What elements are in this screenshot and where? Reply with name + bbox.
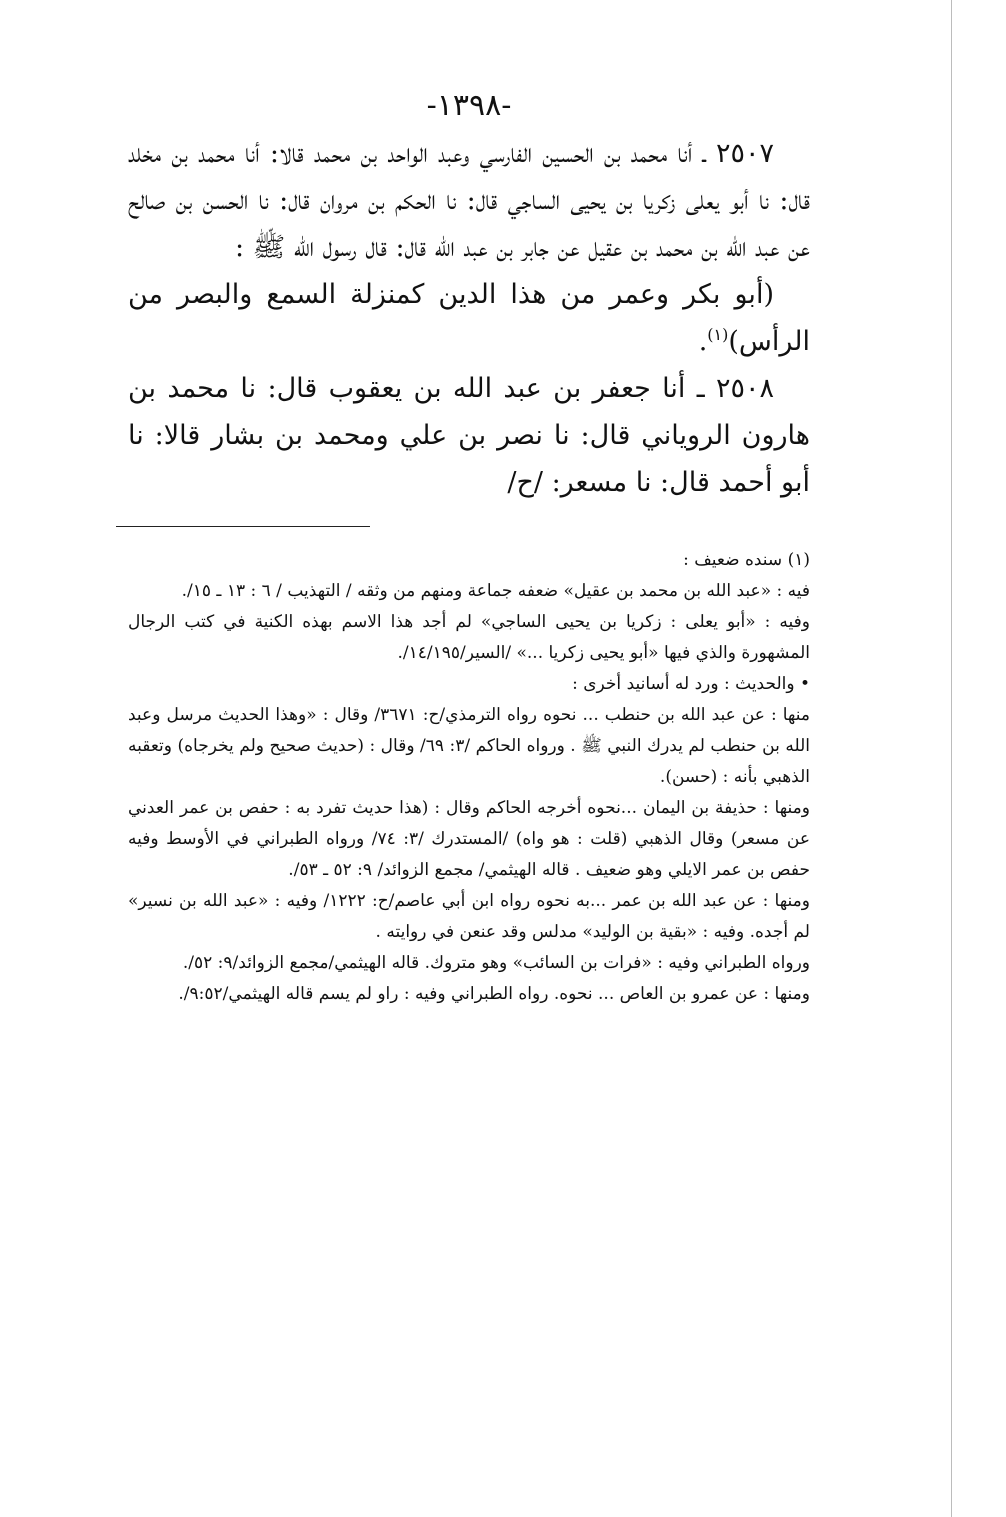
document-page xyxy=(128,88,810,1010)
scan-edge-line xyxy=(951,0,952,1517)
footnote-entry: ومنها : عن عمرو بن العاص ... نحوه. رواه الطبراني وفيه : راو لم يسم قاله الهيثمي/٩:٥٢/. xyxy=(178,984,810,1004)
footnote-entry: ومنها : حذيفة بن اليمان ...نحوه أخرجه الحاكم وقال : (هذا حديث تفرد به : حفص بن عمر العدني عن مسعر) وقال الذهبي (قلت : هو واه) /المستدرك /٣: ٧٤/ ورواه الطبراني في الأوسط وفيه حفص بن عمر الايلي وهو ضعيف . قاله الهيثمي/ مجمع الزوائد/ ٩: ٥٢ ـ ٥٣/. xyxy=(128,798,810,880)
quote-text: (أبو بكر وعمر من هذا الدين كمنزلة السمع والبصر من الرأس) xyxy=(128,279,810,357)
footnote-entry: فيه : «عبد الله بن محمد بن عقيل» ضعفه جماعة ومنهم من وثقه / التهذيب / ٦ : ١٣ ـ ١٥/. xyxy=(181,581,810,601)
footnote-entry: منها : عن عبد الله بن حنطب ... نحوه رواه الترمذي/ح: ٣٦٧١/ وقال : «وهذا الحديث مرسل وعبد الله بن حنطب لم يدرك النبي ﷺ . ورواه الحاكم /٣: ٦٩/ وقال : (حديث صحيح ولم يخرجاه) وتعقبه الذهبي بأنه : (حسن). xyxy=(128,705,810,787)
footnote-entry: ورواه الطبراني وفيه : «فرات بن السائب» وهو متروك. قاله الهيثمي/مجمع الزوائد/٩: ٥٢/. xyxy=(182,953,810,973)
quote-end: . xyxy=(698,326,708,357)
hadith-quote xyxy=(128,271,810,365)
footnote-entry: ومنها : عن عبد الله بن عمر ...به نحوه رواه ابن أبي عاصم/ح: ١٢٢٢/ وفيه : «عبد الله بن نسير» لم أجده. وفيه : «بقية بن الوليد» مدلس وقد عنعن في روايته . xyxy=(128,891,810,942)
footnote-entry: • والحديث : ورد له أسانيد أخرى : xyxy=(572,674,810,694)
footnote-entry: وفيه : «أبو يعلى : زكريا بن يحيى الساجي» لم أجد هذا الاسم بهذه الكنية في كتب الرجال المشهورة والذي فيها «أبو يحيى زكريا ...» /السير/١٤/١٩٥/. xyxy=(128,612,810,663)
hadith-2508: ٢٥٠٨ ـ أنا جعفر بن عبد الله بن يعقوب قال: نا محمد بن هارون الروياني قال: نا نصر بن علي ومحمد بن بشار قالا: نا أبو أحمد قال: نا مسعر: /ح/ xyxy=(128,373,810,498)
hadith-2507: ٢٥٠٧ ـ أنا محمد بن الحسين الفارسي وعبد الواحد بن محمد قالا: أنا محمد بن مخلد قال: نا أبو يعلى زكريا بن يحيى الساجي قال: نا الحكم بن مروان قال: نا الحسن بن صالح عن عبد الله بن محمد بن عقيل عن جابر بن عبد الله قال: قال رسول الله ﷺ : xyxy=(128,138,810,263)
footnote-marker: (١) xyxy=(707,325,729,344)
footnote-separator xyxy=(116,526,370,527)
footnote-heading: (١) سنده ضعيف : xyxy=(683,550,810,570)
main-text xyxy=(128,130,810,506)
footnotes xyxy=(128,545,810,1010)
page-number: -١٣٩٨- xyxy=(426,88,512,123)
